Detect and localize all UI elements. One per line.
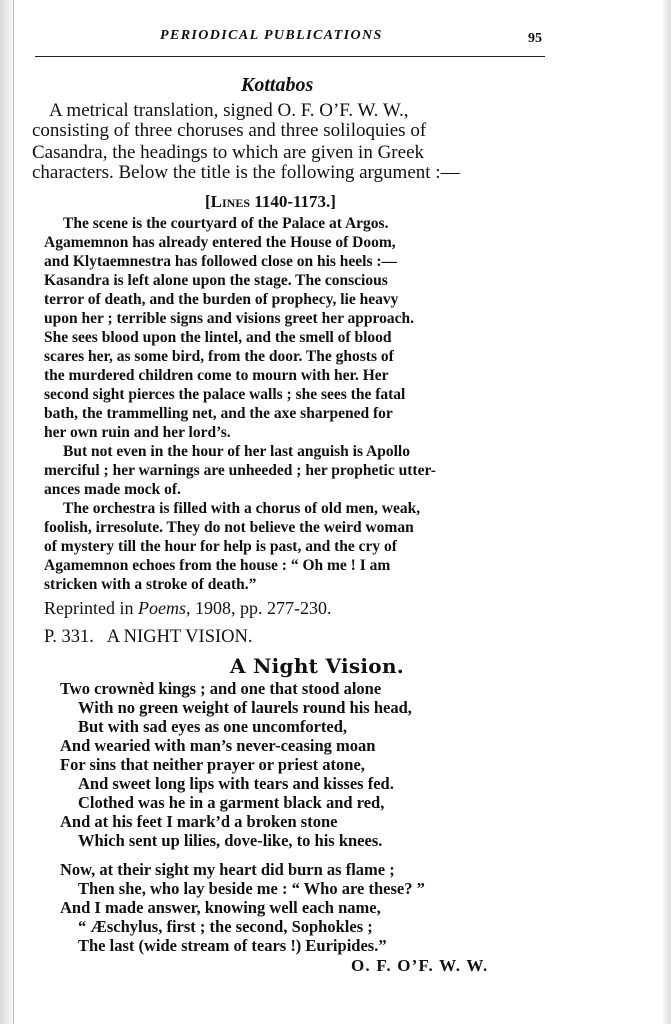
argument-line: stricken with a stroke of death.” bbox=[44, 576, 257, 593]
verse-line: “ Æschylus, first ; the second, Sophokles ; bbox=[78, 917, 373, 936]
intro-line: characters. Below the title is the following argument :— bbox=[32, 162, 460, 183]
poem-title: A Night Vision. bbox=[230, 654, 405, 678]
page-left-edge bbox=[0, 0, 14, 1024]
verse-line: And at his feet I mark’d a broken stone bbox=[60, 812, 338, 831]
signature: O. F. O’F. W. W. bbox=[351, 956, 489, 975]
reprint-note bbox=[44, 598, 331, 619]
verse-line: For sins that neither prayer or priest atone, bbox=[60, 755, 365, 774]
verse-line: Two crownèd kings ; and one that stood alone bbox=[60, 679, 382, 698]
intro-line: A metrical translation, signed O. F. O’F. W. W., bbox=[49, 100, 409, 121]
argument-line: ances made mock of. bbox=[44, 481, 181, 498]
argument-line: and Klytaemnestra has followed close on his heels :— bbox=[44, 253, 398, 270]
verse-line: And I made answer, knowing well each name, bbox=[60, 898, 381, 917]
argument-line: her own ruin and her lord’s. bbox=[44, 424, 231, 441]
verse-line: And sweet long lips with tears and kisses fed. bbox=[78, 774, 394, 793]
header-rule bbox=[35, 56, 545, 57]
argument-line: terror of death, and the burden of prophecy, lie heavy bbox=[44, 291, 399, 308]
verse-line: Which sent up lilies, dove-like, to his knees. bbox=[78, 831, 383, 850]
reprint-prefix: Reprinted in bbox=[44, 598, 138, 618]
verse-line: The last (wide stream of tears !) Euripides.” bbox=[78, 936, 387, 955]
argument-line: of mystery till the hour for help is past, and the cry of bbox=[44, 538, 397, 555]
argument-line: Agamemnon echoes from the house : “ Oh me ! I am bbox=[44, 557, 391, 574]
verse-line: Clothed was he in a garment black and red, bbox=[78, 793, 385, 812]
argument-line: merciful ; her warnings are unheeded ; her prophetic utter- bbox=[44, 462, 436, 479]
verse-line: Then she, who lay beside me : “ Who are these? ” bbox=[78, 879, 425, 898]
verse-line: And wearied with man’s never-ceasing moan bbox=[60, 736, 376, 755]
argument-line: scares her, as some bird, from the door. The ghosts of bbox=[44, 348, 394, 365]
argument-line: foolish, irresolute. They do not believe the weird woman bbox=[44, 519, 414, 536]
argument-line: The scene is the courtyard of the Palace at Argos. bbox=[63, 215, 389, 232]
argument-line: Agamemnon has already entered the House of Doom, bbox=[44, 234, 396, 251]
intro-line: consisting of three choruses and three soliloquies of bbox=[32, 120, 427, 141]
section-title: Kottabos bbox=[241, 74, 314, 96]
intro-line: Casandra, the headings to which are given in Greek bbox=[32, 142, 425, 163]
page-header bbox=[35, 28, 543, 48]
lines-reference: [Lines 1140-1173.] bbox=[205, 192, 336, 211]
page-right-edge bbox=[663, 0, 671, 1024]
argument-line: upon her ; terrible signs and visions greet her approach. bbox=[44, 310, 415, 327]
verse-line: Now, at their sight my heart did burn as flame ; bbox=[60, 860, 395, 879]
argument-line: But not even in the hour of her last anguish is Apollo bbox=[63, 443, 410, 460]
page-number: 95 bbox=[528, 31, 542, 46]
running-head: PERIODICAL PUBLICATIONS bbox=[160, 28, 383, 43]
argument-line: The orchestra is filled with a chorus of old men, weak, bbox=[63, 500, 421, 517]
argument-line: second sight pierces the palace walls ; she sees the fatal bbox=[44, 386, 406, 403]
argument-line: She sees blood upon the lintel, and the smell of blood bbox=[44, 329, 392, 346]
reprint-title: Poems bbox=[137, 598, 186, 618]
argument-line: the murdered children come to mourn with her. Her bbox=[44, 367, 389, 384]
entry-reference: P. 331. A NIGHT VISION. bbox=[44, 627, 253, 647]
argument-line: bath, the trammelling net, and the axe sharpened for bbox=[44, 405, 393, 422]
argument-line: Kasandra is left alone upon the stage. The conscious bbox=[44, 272, 388, 289]
reprint-suffix: , 1908, pp. 277-230. bbox=[185, 598, 332, 618]
verse-line: But with sad eyes as one uncomforted, bbox=[78, 717, 348, 736]
verse-line: With no green weight of laurels round his head, bbox=[78, 698, 412, 717]
